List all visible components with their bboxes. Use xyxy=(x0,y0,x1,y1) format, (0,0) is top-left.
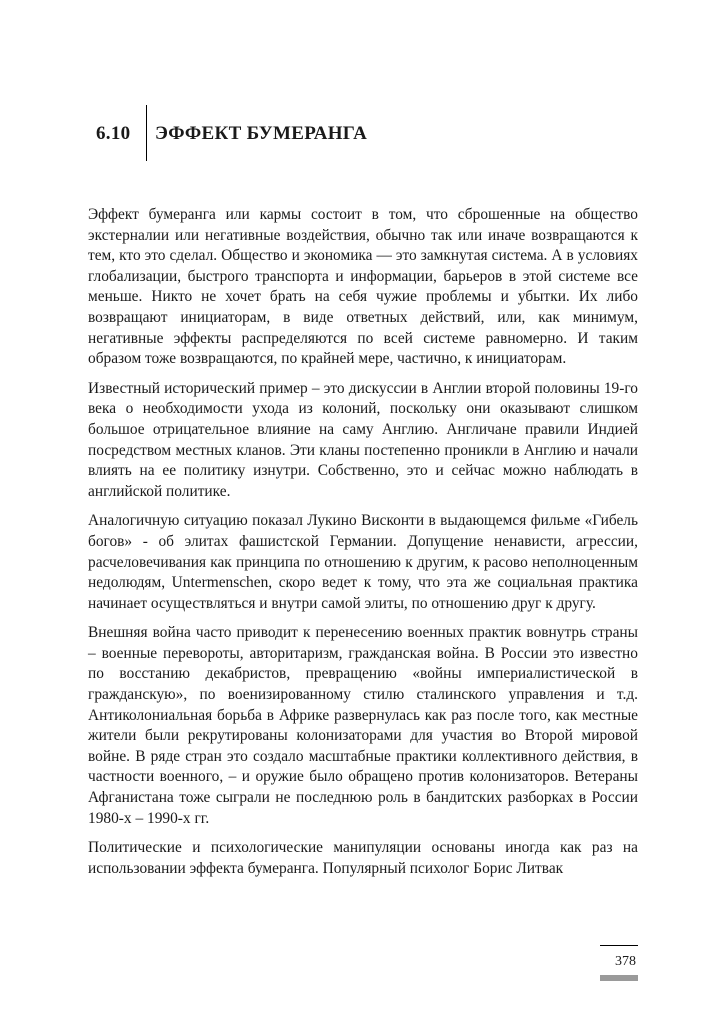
paragraph: Политические и психологические манипуляции основаны иногда как раз на использовании эффекта бумеранга. Популярный психолог Борис Литвак xyxy=(88,839,638,877)
section-number: 6.10 xyxy=(96,123,131,144)
page-number-block xyxy=(600,945,638,981)
paragraph: Внешняя война часто приводит к перенесению военных практик вовнутрь страны – военные перевороты, авторитаризм, гражданская война. В России это известно по восстанию декабристов, превращению «войны империалистической в гражданскую», по военизированному стилю сталинского управления и т.д. Антиколониальная борьба в Африке развернулась как раз после того, как местные жители были рекрутированы колонизаторами для участия во Второй мировой войне. В ряде стран это создало масштабные практики коллективного действия, в частности военного, – и оружие было обращено против колонизаторов. Ветераны Афганистана тоже сыграли не последнюю роль в бандитских разборках в России 1980-х – 1990-х гг. xyxy=(88,624,638,827)
section-title: ЭФФЕКТ БУМЕРАНГА xyxy=(155,123,368,144)
section-divider xyxy=(146,105,147,161)
page-number: 378 xyxy=(615,954,636,969)
paragraph: Известный исторический пример – это дискуссии в Англии второй половины 19-го века о необходимости ухода из колоний, поскольку они оказывают слишком большое отрицательное влияние на саму Англию. Англичане правили Индией посредством местных кланов. Эти кланы постепенно проникли в Англию и начали влиять на ее политику изнутри. Собственно, это и сейчас можно наблюдать в английской политике. xyxy=(88,379,638,500)
paragraph: Аналогичную ситуацию показал Лукино Висконти в выдающемся фильме «Гибель богов» - об элитах фашистской Германии. Допущение ненависти, агрессии, расчеловечивания как принципа по отношению к другим, к расово неполноценным недолюдям, Untermenschen, скоро ведет к тому, что эта же социальная практика начинает осуществляться и внутри самой элиты, по отношению друг к другу. xyxy=(88,512,638,612)
body-text xyxy=(88,205,638,888)
page-number-bar xyxy=(600,975,638,981)
paragraph: Эффект бумеранга или кармы состоит в том, что сброшенные на общество экстерналии или негативные воздействия, обычно так или иначе возвращаются к тем, кто это сделал. Общество и экономика — это замкнутая система. А в условиях глобализации, быстрого транспорта и информации, барьеров в этой системе все меньше. Никто не хочет брать на себя чужие проблемы и убытки. Их либо возвращают инициаторам, в виде ответных действий, или, как минимум, негативные эффекты распределяются по всей системе равномерно. И таким образом тоже возвращаются, по крайней мере, частично, к инициаторам. xyxy=(88,206,638,368)
section-header xyxy=(96,105,367,161)
